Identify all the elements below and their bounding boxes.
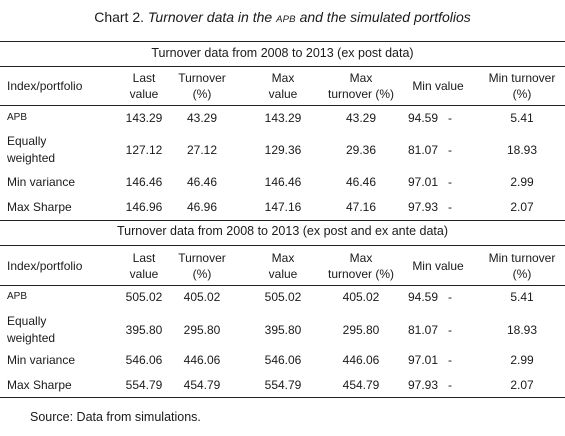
cell-turnover: 454.79 — [183, 378, 221, 392]
cell-min — [404, 322, 476, 338]
header-index: Index/portfolio — [7, 79, 83, 93]
header-minturn-line2: (%) — [512, 87, 532, 101]
header-turnover-line1: Turnover — [178, 251, 226, 265]
rule-section1-title — [0, 66, 565, 67]
cell-maxturn: 47.16 — [345, 200, 377, 214]
header-last-line2: value — [129, 87, 159, 101]
header-turnover-line2: (%) — [192, 267, 212, 281]
cell-maxturn: 295.80 — [342, 323, 380, 337]
cell-minturn: 18.93 — [506, 323, 538, 337]
cell-turnover: 295.80 — [183, 323, 221, 337]
cell-last: 505.02 — [125, 290, 163, 304]
cell-minturn: 18.93 — [506, 143, 538, 157]
cell-last: 546.06 — [125, 353, 163, 367]
header-index: Index/portfolio — [7, 259, 83, 273]
cell-min-value: 97.93 — [408, 200, 439, 214]
rule-top — [0, 41, 565, 42]
cell-min — [404, 352, 476, 368]
header-last-line2: value — [129, 267, 159, 281]
header-minturn-line1: Min turnover — [488, 71, 556, 85]
cell-min-value: 81.07 — [408, 143, 439, 157]
cell-min-value: 81.07 — [408, 323, 439, 337]
cell-maxturn: 405.02 — [342, 290, 380, 304]
cell-min — [404, 377, 476, 393]
source-note: Source: Data from simulations. — [30, 410, 201, 424]
cell-min — [404, 110, 476, 126]
row-name: Min variance — [7, 353, 76, 367]
caption-title — [148, 9, 471, 25]
row-name: Min variance — [7, 175, 76, 189]
cell-turnover: 46.46 — [186, 175, 218, 189]
rule-section2-top — [0, 220, 565, 221]
cell-max: 505.02 — [264, 290, 302, 304]
section2-title: Turnover data from 2008 to 2013 (ex post and ex ante data) — [117, 224, 448, 238]
rule-section2-title — [0, 245, 565, 246]
rule-section2-header — [0, 285, 565, 286]
row-name: Max Sharpe — [7, 378, 72, 392]
cell-max: 554.79 — [264, 378, 302, 392]
cell-maxturn: 29.36 — [345, 143, 377, 157]
cell-last: 127.12 — [125, 143, 163, 157]
header-turnover — [174, 250, 230, 282]
cell-turnover: 405.02 — [183, 290, 221, 304]
header-maxturn — [321, 70, 401, 102]
header-max — [258, 250, 308, 282]
cell-minturn: 5.41 — [510, 290, 534, 304]
header-max-line1: Max — [271, 251, 295, 265]
cell-turnover: 27.12 — [186, 143, 218, 157]
cell-min-value: 97.01 — [408, 175, 439, 189]
cell-minturn: 5.41 — [510, 111, 534, 125]
header-minval: Min value — [412, 259, 464, 273]
cell-minturn: 2.99 — [510, 353, 534, 367]
cell-min-dash: - — [448, 290, 453, 304]
cell-maxturn: 454.79 — [342, 378, 380, 392]
cell-last: 395.80 — [125, 323, 163, 337]
cell-max: 143.29 — [264, 111, 302, 125]
caption-title-after: and the simulated portfolios — [299, 9, 471, 25]
header-max — [258, 70, 308, 102]
cell-max: 146.46 — [264, 175, 302, 189]
cell-max: 395.80 — [264, 323, 302, 337]
cell-minturn: 2.99 — [510, 175, 534, 189]
cell-maxturn: 43.29 — [345, 111, 377, 125]
header-max-line1: Max — [271, 71, 295, 85]
caption-title-before: Turnover data in the — [147, 9, 273, 25]
header-turnover-line1: Turnover — [178, 71, 226, 85]
header-max-line2: value — [268, 87, 298, 101]
header-last — [122, 70, 166, 102]
header-minval: Min value — [412, 79, 464, 93]
section1-title: Turnover data from 2008 to 2013 (ex post data) — [151, 46, 414, 60]
rule-bottom — [0, 397, 565, 398]
cell-last: 554.79 — [125, 378, 163, 392]
header-last — [122, 250, 166, 282]
header-turnover — [174, 70, 230, 102]
header-maxturn — [321, 250, 401, 282]
row-name: APB — [7, 112, 28, 123]
cell-min-value: 94.59 — [408, 111, 439, 125]
header-max-line2: value — [268, 267, 298, 281]
cell-last: 146.46 — [125, 175, 163, 189]
cell-turnover: 43.29 — [186, 111, 218, 125]
cell-maxturn: 46.46 — [345, 175, 377, 189]
header-maxturn-line1: Max — [349, 251, 373, 265]
caption-label: Chart 2. — [94, 9, 145, 25]
cell-min-dash: - — [448, 378, 453, 392]
header-last-line1: Last — [132, 71, 156, 85]
cell-min — [404, 142, 476, 158]
cell-minturn: 2.07 — [510, 200, 534, 214]
cell-min — [404, 289, 476, 305]
header-maxturn-line2: turnover (%) — [327, 87, 395, 101]
cell-min-dash: - — [448, 323, 453, 337]
cell-last: 146.96 — [125, 200, 163, 214]
cell-min-dash: - — [448, 200, 453, 214]
cell-min-value: 94.59 — [408, 290, 439, 304]
cell-min-dash: - — [448, 111, 453, 125]
header-last-line1: Last — [132, 251, 156, 265]
header-minturn-line1: Min turnover — [488, 251, 556, 265]
cell-max: 147.16 — [264, 200, 302, 214]
chart-caption — [0, 9, 565, 25]
cell-min-value: 97.01 — [408, 353, 439, 367]
header-minturn — [482, 70, 562, 102]
row-name: Equally weighted — [7, 134, 56, 165]
cell-turnover: 446.06 — [183, 353, 221, 367]
header-turnover-line2: (%) — [192, 87, 212, 101]
cell-min — [404, 174, 476, 190]
cell-min — [404, 199, 476, 215]
caption-title-apb: APB — [276, 14, 296, 25]
header-maxturn-line2: turnover (%) — [327, 267, 395, 281]
cell-min-value: 97.93 — [408, 378, 439, 392]
cell-min-dash: - — [448, 175, 453, 189]
header-minturn — [482, 250, 562, 282]
cell-min-dash: - — [448, 353, 453, 367]
cell-max: 546.06 — [264, 353, 302, 367]
row-name: APB — [7, 291, 28, 302]
header-minturn-line2: (%) — [512, 267, 532, 281]
rule-section1-header — [0, 105, 565, 106]
cell-minturn: 2.07 — [510, 378, 534, 392]
cell-min-dash: - — [448, 143, 453, 157]
row-name: Max Sharpe — [7, 200, 72, 214]
cell-maxturn: 446.06 — [342, 353, 380, 367]
cell-turnover: 46.96 — [186, 200, 218, 214]
header-maxturn-line1: Max — [349, 71, 373, 85]
cell-max: 129.36 — [264, 143, 302, 157]
row-name: Equally weighted — [7, 314, 56, 345]
cell-last: 143.29 — [125, 111, 163, 125]
